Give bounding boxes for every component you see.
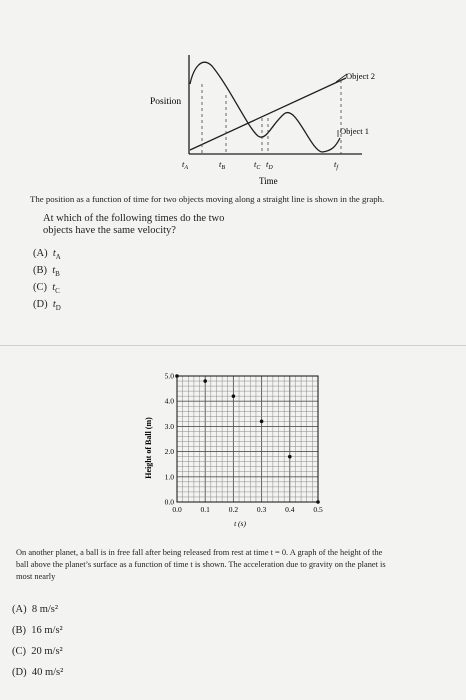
object1-label: Object 1 <box>340 126 370 136</box>
x-tick-label: 0.1 <box>200 505 210 514</box>
y-tick-label: 2.0 <box>164 447 174 457</box>
data-point <box>288 455 292 459</box>
position-time-graph <box>0 0 466 200</box>
chart-x-axis-label: t (s) <box>234 519 246 528</box>
object2-label: Object 2 <box>346 71 376 81</box>
chart-points <box>175 374 320 504</box>
q1-statement: The position as a function of time for two objects moving along a straight line is shown in the graph. <box>30 194 385 204</box>
data-point <box>316 500 320 504</box>
q2-statement-line3: most nearly <box>16 572 56 581</box>
tick-tA: $t_A$ <box>182 159 189 171</box>
q2-statement-line1: On another planet, a ball is in free fall after being released from rest at time t = 0. A graph of the height of the <box>16 548 383 557</box>
q1-question-line2: objects have the same velocity? <box>43 225 176 236</box>
x-tick-label: 0.3 <box>256 505 267 514</box>
object2-curve <box>190 62 340 152</box>
section-divider <box>0 345 466 346</box>
x-tick-label: 0.5 <box>313 505 323 514</box>
time-axis-label: Time <box>259 176 278 186</box>
y-tick-label: 1.0 <box>164 472 174 482</box>
chart-grid <box>177 376 318 502</box>
q2-choice-a[interactable]: (A) 8 m/s² <box>12 604 59 615</box>
object1-line <box>190 78 346 150</box>
tick-tf: $t_f$ <box>334 159 339 171</box>
q2-choice-c[interactable]: (C) 20 m/s² <box>12 646 63 657</box>
tick-tC: $t_C$ <box>254 159 261 171</box>
q1-question-line1: At which of the following times do the two <box>43 213 225 224</box>
q2-statement-line2: ball above the planet’s surface as a function of time t is shown. The acceleration due to gravity on the planet is <box>16 560 386 569</box>
position-axis-label: Position <box>150 97 182 107</box>
tick-tB: $t_B$ <box>219 159 226 171</box>
chart-frame <box>177 376 318 502</box>
height-time-chart <box>0 360 466 535</box>
y-tick-label: 3.0 <box>164 421 174 431</box>
x-tick-label: 0.4 <box>285 505 295 514</box>
x-tick-label: 0.2 <box>228 505 239 514</box>
q2-choice-d[interactable]: (D) 40 m/s² <box>12 667 64 678</box>
data-point <box>203 379 207 383</box>
data-point <box>175 374 179 378</box>
q1-choice-b[interactable]: (B) $t_B$ <box>33 265 60 279</box>
q1-choice-c[interactable]: (C) $t_C$ <box>33 282 60 296</box>
q2-choice-b[interactable]: (B) 16 m/s² <box>12 625 63 636</box>
y-tick-label: 4.0 <box>164 396 174 406</box>
data-point <box>260 420 264 424</box>
x-tick-label: 0.0 <box>172 505 182 514</box>
q1-choice-a[interactable]: (A) $t_A$ <box>33 248 61 262</box>
y-tick-label: 0.0 <box>164 497 174 507</box>
q1-choice-d[interactable]: (D) $t_D$ <box>33 299 61 313</box>
chart-y-axis-label: Height of Ball (m) <box>144 417 153 479</box>
y-tick-label: 5.0 <box>164 371 174 381</box>
tick-tD: $t_D$ <box>266 159 273 171</box>
data-point <box>232 394 236 398</box>
